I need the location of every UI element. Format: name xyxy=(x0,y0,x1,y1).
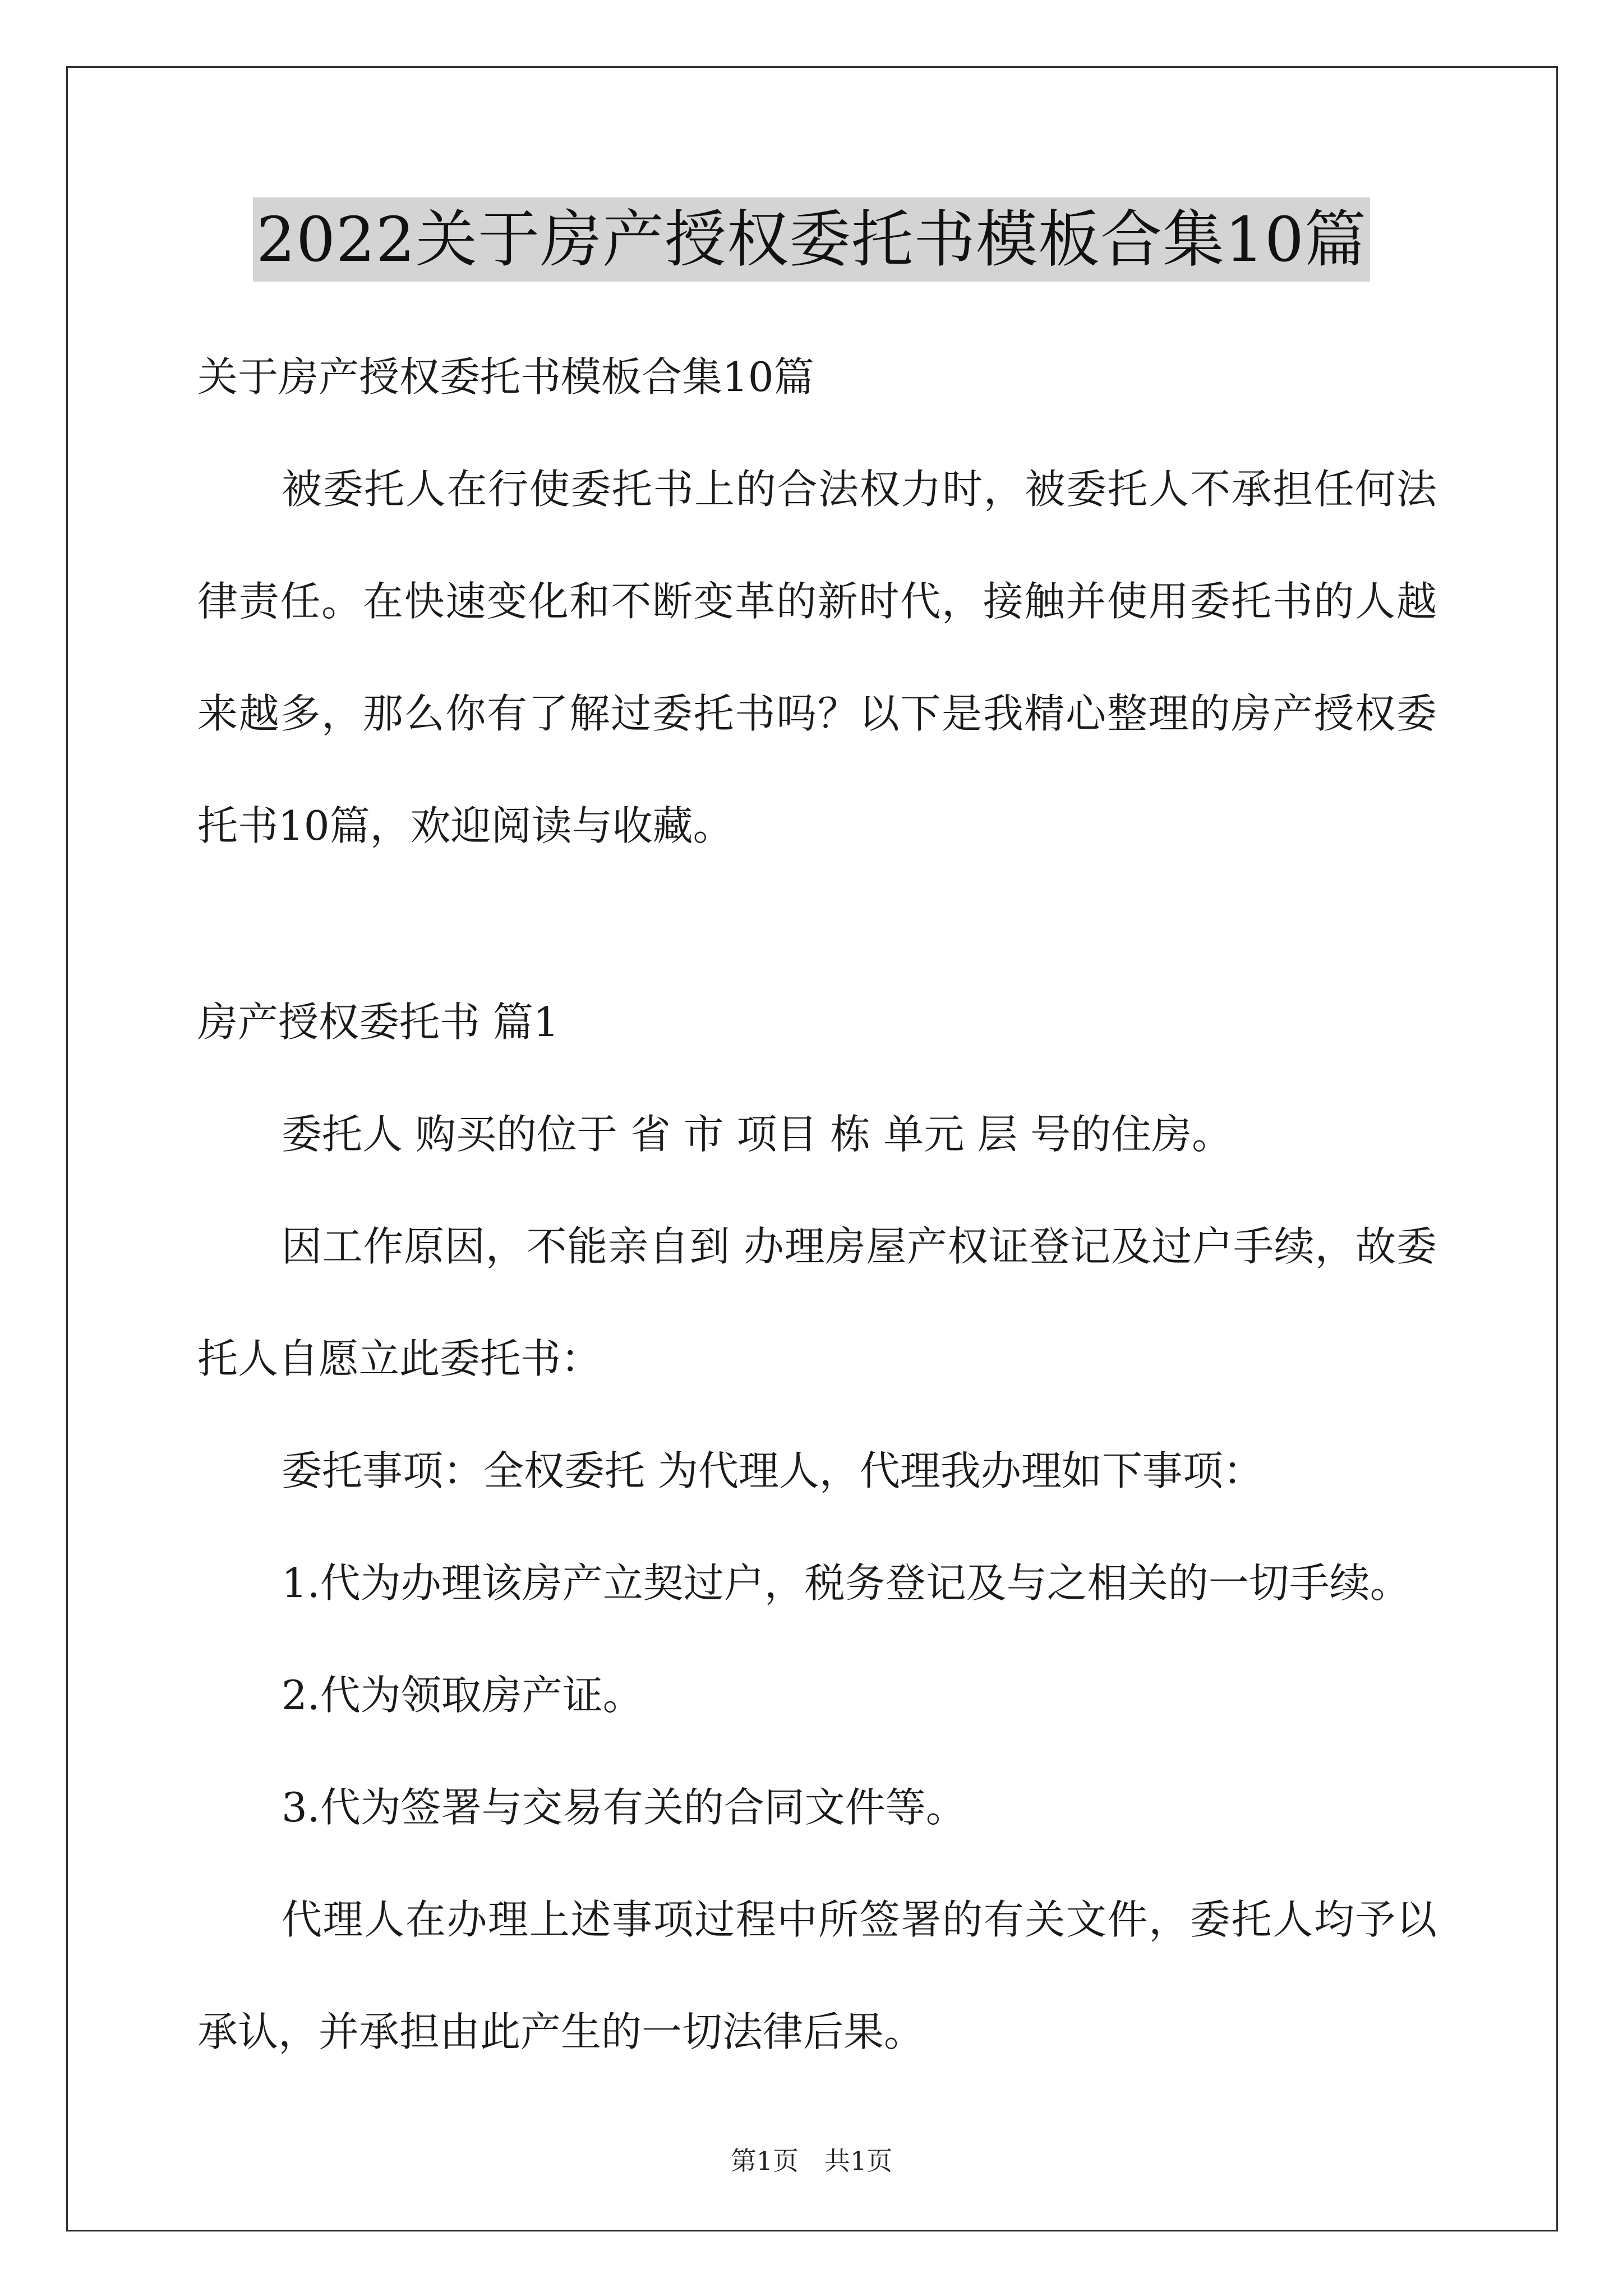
page-footer: 第1页 共1页 xyxy=(730,2146,893,2176)
intro-line-1: 被委托人在行使委托书上的合法权力时，被委托人不承担任何法 xyxy=(282,466,1437,513)
body-line-purchase: 委托人 购买的位于 省 市 项目 栋 单元 层 号的住房。 xyxy=(282,1111,1233,1158)
document-subtitle: 关于房产授权委托书模板合集10篇 xyxy=(197,353,814,401)
title-container xyxy=(0,197,1623,282)
intro-line-3: 来越多，那么你有了解过委托书吗？以下是我精心整理的房产授权委 xyxy=(197,690,1437,737)
intro-line-4: 托书10篇，欢迎阅读与收藏。 xyxy=(197,802,734,849)
list-item-1: 1.代为办理该房产立契过户，税务登记及与之相关的一切手续。 xyxy=(282,1559,1410,1607)
body-line-liability: 代理人在办理上述事项过程中所签署的有关文件，委托人均予以 xyxy=(282,1896,1437,1943)
document-title: 2022关于房产授权委托书模板合集10篇 xyxy=(253,197,1370,282)
body-line-matters: 委托事项：全权委托 为代理人，代理我办理如下事项： xyxy=(282,1447,1264,1494)
body-line-reason: 因工作原因，不能亲自到 办理房屋产权证登记及过户手续，故委 xyxy=(282,1223,1437,1270)
section-heading: 房产授权委托书 篇1 xyxy=(197,999,559,1046)
intro-line-2: 律责任。在快速变化和不断变革的新时代，接触并使用委托书的人越 xyxy=(197,578,1437,625)
list-item-3: 3.代为签署与交易有关的合同文件等。 xyxy=(282,1784,966,1831)
body-line-liability-cont: 承认，并承担由此产生的一切法律后果。 xyxy=(197,2008,925,2055)
body-line-reason-cont: 托人自愿立此委托书： xyxy=(197,1335,602,1382)
list-item-2: 2.代为领取房产证。 xyxy=(282,1672,643,1719)
